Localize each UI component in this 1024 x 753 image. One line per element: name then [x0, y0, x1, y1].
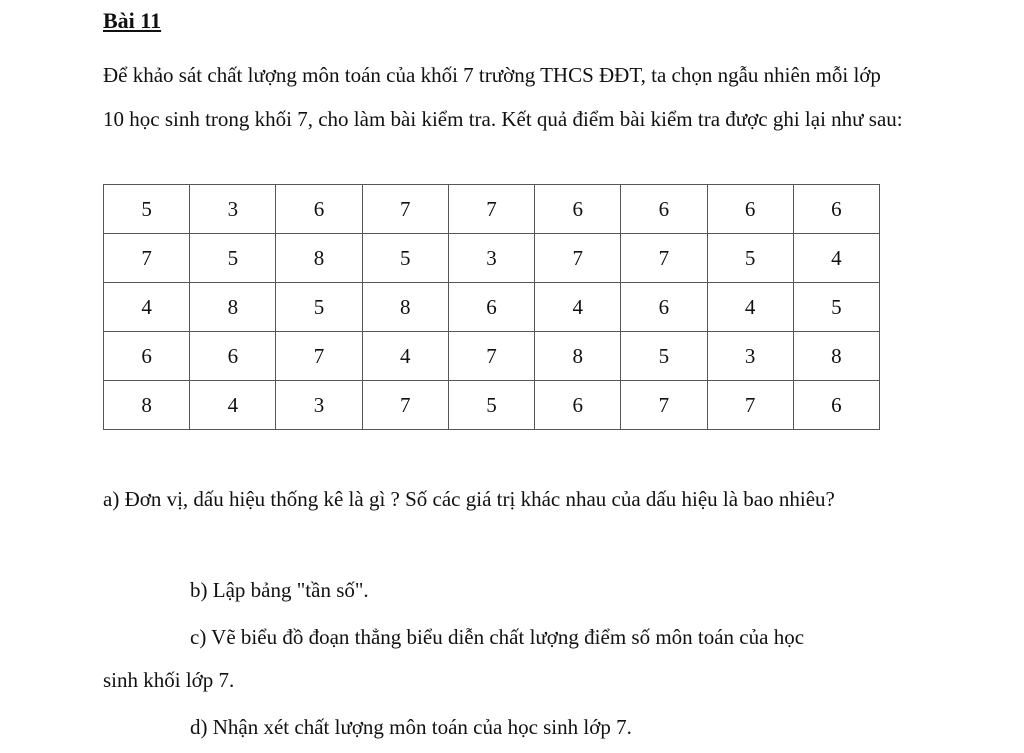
table-cell: 8	[535, 332, 621, 381]
table-cell: 6	[793, 381, 879, 430]
table-cell: 4	[535, 283, 621, 332]
table-cell: 5	[190, 234, 276, 283]
table-cell: 3	[276, 381, 362, 430]
table-cell: 4	[104, 283, 190, 332]
table-cell: 8	[793, 332, 879, 381]
table-cell: 4	[707, 283, 793, 332]
table-cell: 5	[362, 234, 448, 283]
table-cell: 8	[104, 381, 190, 430]
exercise-title: Bài 11	[103, 8, 162, 33]
table-cell: 5	[707, 234, 793, 283]
table-cell: 7	[621, 381, 707, 430]
table-cell: 7	[104, 234, 190, 283]
table-cell: 4	[793, 234, 879, 283]
table-cell: 7	[362, 381, 448, 430]
table-cell: 3	[448, 234, 534, 283]
table-cell: 6	[621, 283, 707, 332]
table-cell: 6	[104, 332, 190, 381]
scores-table	[103, 184, 880, 430]
table-cell: 3	[707, 332, 793, 381]
table-cell: 7	[276, 332, 362, 381]
table-cell: 8	[190, 283, 276, 332]
table-cell: 6	[793, 185, 879, 234]
table-cell: 7	[448, 332, 534, 381]
table-cell: 5	[448, 381, 534, 430]
table-cell: 6	[621, 185, 707, 234]
question-b: b) Lập bảng "tần số".	[190, 578, 369, 602]
table-cell: 7	[362, 185, 448, 234]
table-cell: 6	[276, 185, 362, 234]
question-c-line2: sinh khối lớp 7.	[103, 668, 235, 692]
table-cell: 8	[362, 283, 448, 332]
intro-paragraph: Để khảo sát chất lượng môn toán của khối 7 trường THCS ĐĐT, ta chọn ngẫu nhiên mỗi lớp 10 học sinh trong khối 7, cho làm bài kiểm tra. Kết quả điểm bài kiểm tra được ghi lại như sau:	[103, 63, 903, 131]
table-cell: 5	[104, 185, 190, 234]
table-cell: 8	[276, 234, 362, 283]
table-cell: 5	[621, 332, 707, 381]
table-cell: 6	[535, 185, 621, 234]
table-cell: 3	[190, 185, 276, 234]
table-row	[104, 185, 880, 234]
table-cell: 4	[190, 381, 276, 430]
table-cell: 6	[535, 381, 621, 430]
table-row	[104, 234, 880, 283]
table-cell: 7	[535, 234, 621, 283]
table-row	[104, 381, 880, 430]
table-cell: 6	[448, 283, 534, 332]
table-cell: 6	[190, 332, 276, 381]
question-a: a) Đơn vị, dấu hiệu thống kê là gì ? Số các giá trị khác nhau của dấu hiệu là bao nhiêu?	[103, 487, 835, 511]
table-cell: 5	[276, 283, 362, 332]
table-cell: 7	[621, 234, 707, 283]
table-cell: 6	[707, 185, 793, 234]
table-cell: 7	[707, 381, 793, 430]
question-d: d) Nhận xét chất lượng môn toán của học sinh lớp 7.	[190, 715, 632, 739]
table-cell: 7	[448, 185, 534, 234]
question-c-line1: c) Vẽ biểu đồ đoạn thẳng biểu diễn chất lượng điểm số môn toán của học	[190, 625, 805, 649]
table-cell: 4	[362, 332, 448, 381]
table-row	[104, 283, 880, 332]
table-row	[104, 332, 880, 381]
table-cell: 5	[793, 283, 879, 332]
